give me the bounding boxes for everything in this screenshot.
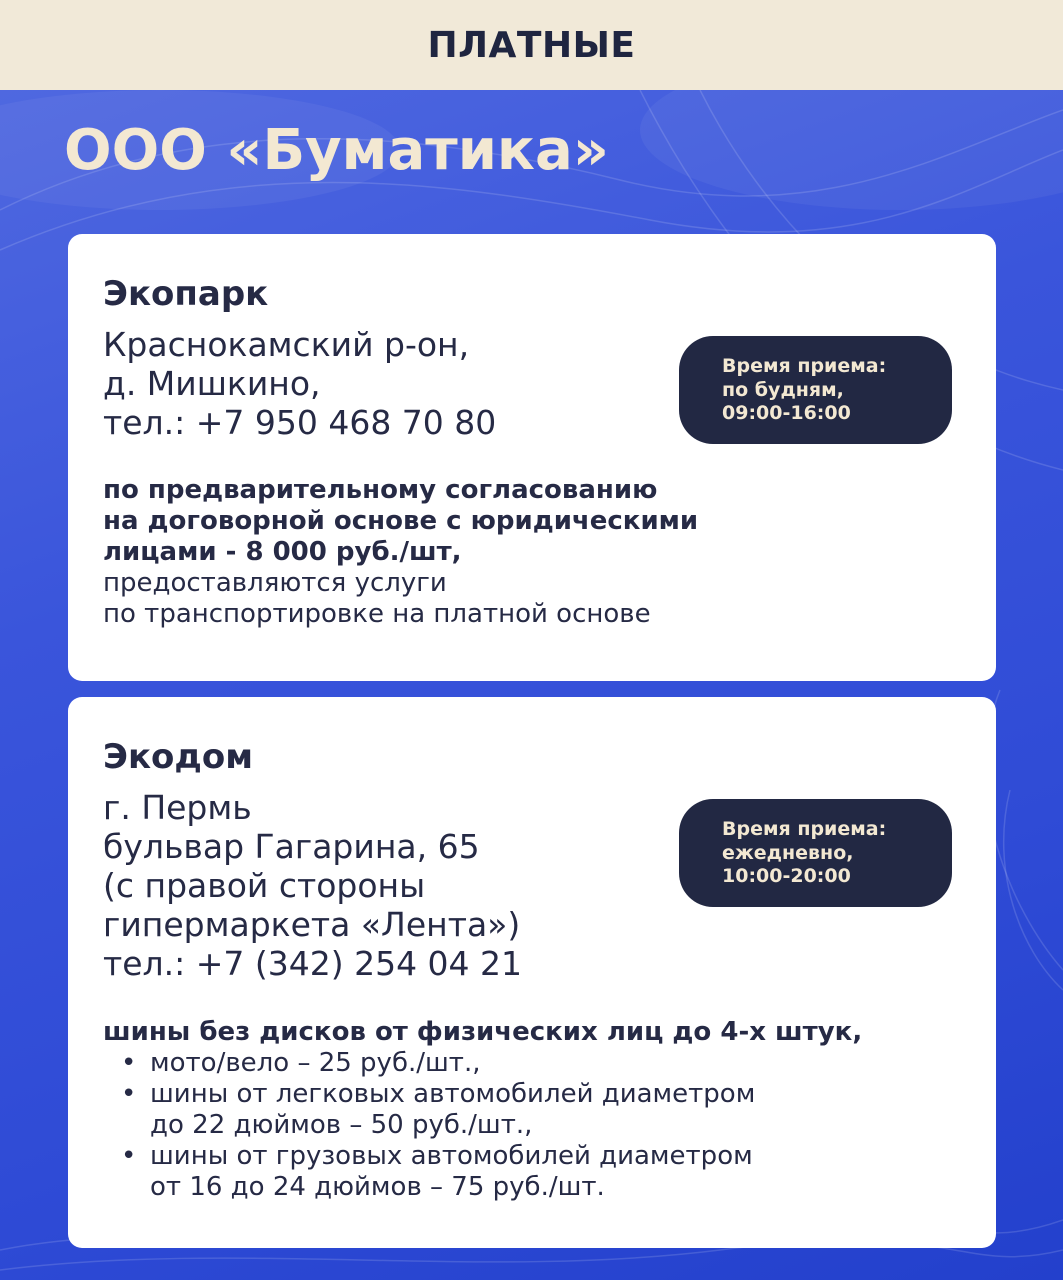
banner-label: ПЛАТНЫЕ xyxy=(427,24,636,66)
schedule-line: 09:00-16:00 xyxy=(722,402,851,424)
terms-bold-line: по предварительному согласованию xyxy=(103,475,658,505)
terms-bold-line: на договорной основе с юридическими xyxy=(103,506,699,536)
price-list-heading: шины без дисков от физических лиц до 4-х штук, xyxy=(103,1017,863,1047)
location-address xyxy=(103,788,522,983)
location-card-ecopark xyxy=(68,234,996,681)
terms-line: по транспортировке на платной основе xyxy=(103,599,651,629)
price-list-line: шины от грузовых автомобилей диаметром xyxy=(150,1141,753,1171)
address-line: (с правой стороны xyxy=(103,866,426,905)
location-address xyxy=(103,325,496,442)
price-list-item xyxy=(103,1079,862,1141)
schedule-badge xyxy=(679,799,952,907)
schedule-line: 10:00-20:00 xyxy=(722,865,851,887)
address-line-phone: тел.: +7 (342) 254 04 21 xyxy=(103,944,523,983)
price-list-item xyxy=(103,1141,862,1203)
location-name: Экопарк xyxy=(103,274,269,314)
location-name: Экодом xyxy=(103,737,253,777)
address-line-phone: тел.: +7 950 468 70 80 xyxy=(103,403,497,442)
schedule-badge xyxy=(679,336,952,444)
address-line: бульвар Гагарина, 65 xyxy=(103,827,480,866)
location-card-ecodom xyxy=(68,697,996,1248)
schedule-line: по будням, xyxy=(722,378,844,401)
price-list xyxy=(103,1017,862,1203)
terms-line: предоставляются услуги xyxy=(103,568,447,598)
schedule-line: ежедневно, xyxy=(722,841,854,864)
price-list-line: шины от легковых автомобилей диаметром xyxy=(150,1079,756,1109)
address-line: гипермаркета «Лента») xyxy=(103,905,521,944)
price-list-line: мото/вело – 25 руб./шт., xyxy=(150,1048,481,1078)
top-banner xyxy=(0,0,1063,90)
bullet-marker: • xyxy=(121,1079,137,1109)
bullet-marker: • xyxy=(121,1048,137,1078)
schedule-line: Время приема: xyxy=(722,355,887,377)
schedule-line: Время приема: xyxy=(722,818,887,840)
address-line: Краснокамский р-он, xyxy=(103,325,470,364)
price-list-line: до 22 дюймов – 50 руб./шт., xyxy=(150,1110,533,1140)
service-terms xyxy=(103,475,698,630)
price-list-item xyxy=(103,1048,862,1079)
bullet-marker: • xyxy=(121,1141,137,1171)
company-title: ООО «Буматика» xyxy=(64,118,609,183)
address-line: г. Пермь xyxy=(103,788,252,827)
price-list-line: от 16 до 24 дюймов – 75 руб./шт. xyxy=(150,1172,605,1202)
terms-bold-line: лицами - 8 000 руб./шт, xyxy=(103,537,462,567)
address-line: д. Мишкино, xyxy=(103,364,321,403)
